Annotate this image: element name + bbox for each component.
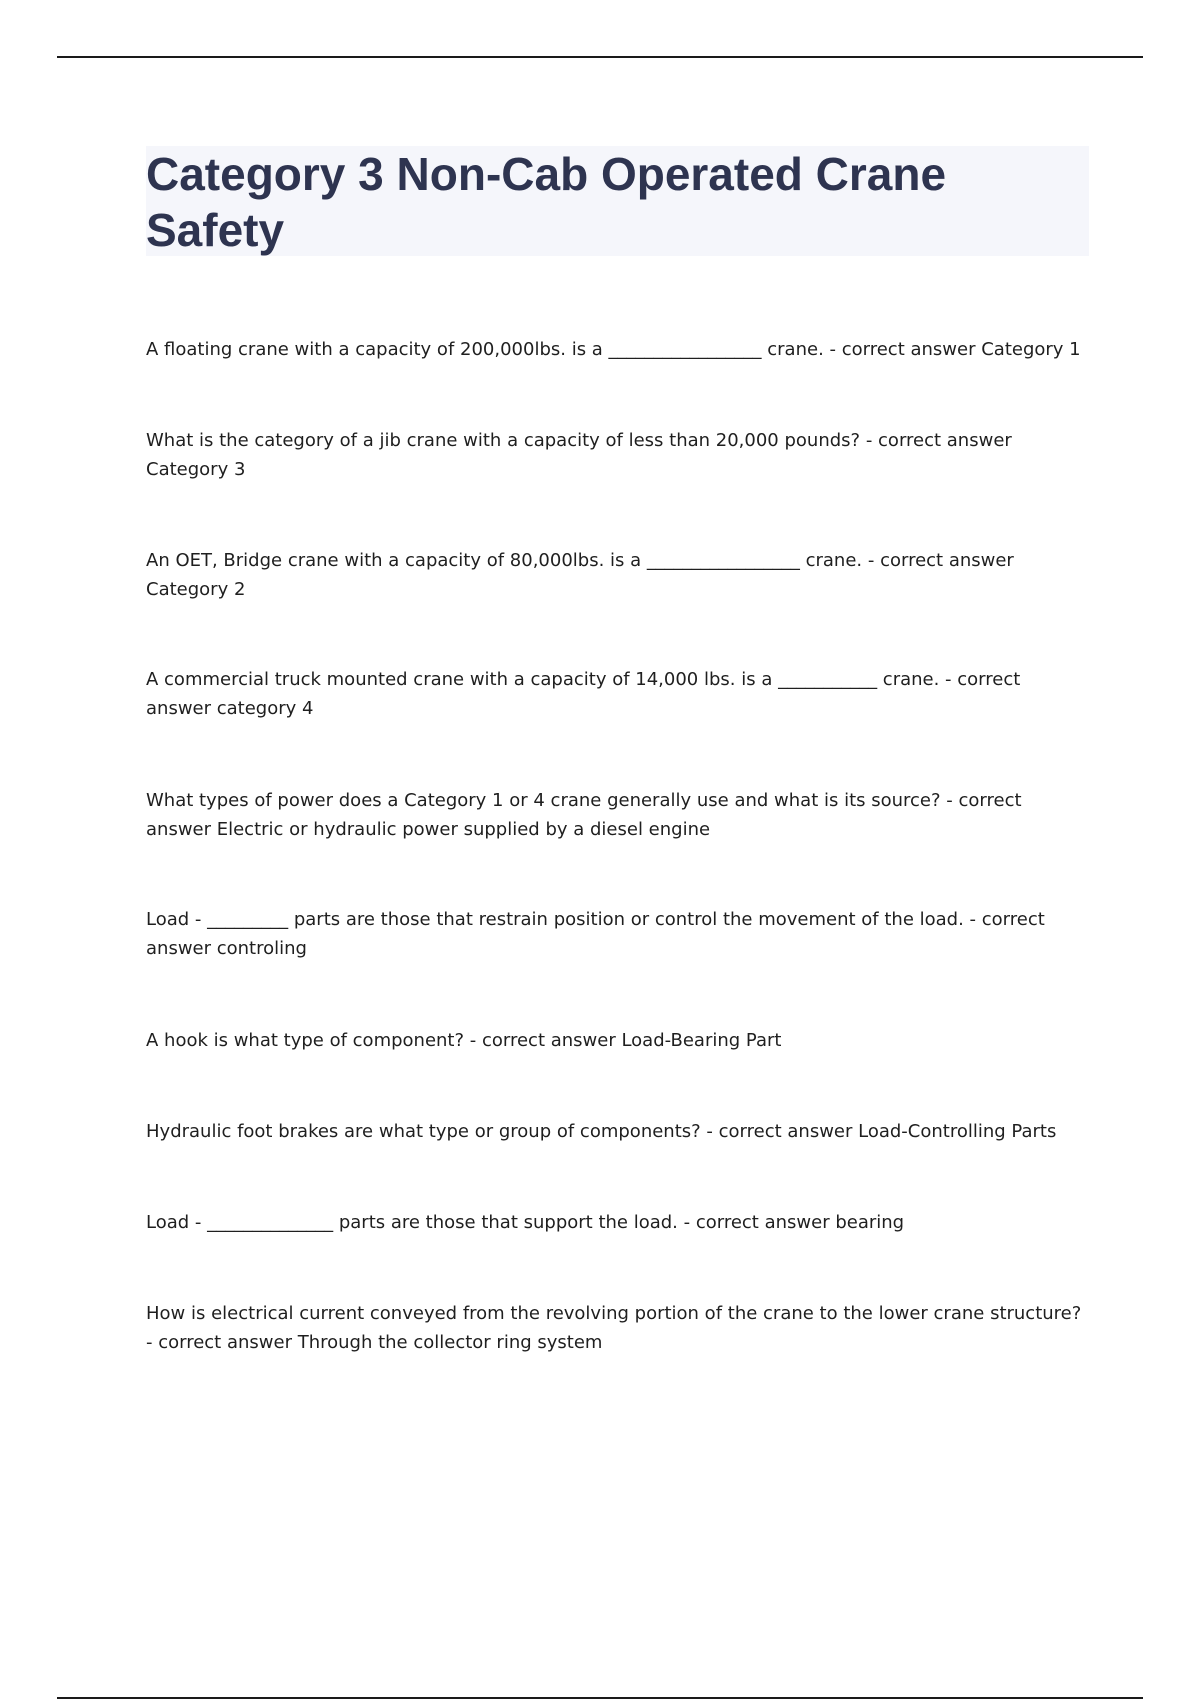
document-title: Category 3 Non-Cab Operated Crane Safety: [146, 148, 947, 256]
qa-item-9: Load - ______________ parts are those that support the load. - correct answer bearing: [146, 1212, 905, 1233]
qa-item-4: A commercial truck mounted crane with a capacity of 14,000 lbs. is a ___________ crane. - correct answer category 4: [146, 669, 1021, 719]
qa-item-10: How is electrical current conveyed from the revolving portion of the crane to the lower crane structure? - correct answer Through the collector ring system: [146, 1303, 1082, 1353]
qa-item-8: Hydraulic foot brakes are what type or group of components? - correct answer Load-Controlling Parts: [146, 1121, 1057, 1142]
qa-item-2: What is the category of a jib crane with a capacity of less than 20,000 pounds? - correct answer Category 3: [146, 430, 1012, 480]
qa-item-5: What types of power does a Category 1 or 4 crane generally use and what is its source? - correct answer Electric or hydraulic power supplied by a diesel engine: [146, 790, 1022, 840]
bottom-rule: [57, 1697, 1143, 1699]
qa-item-7: A hook is what type of component? - correct answer Load-Bearing Part: [146, 1030, 782, 1051]
qa-item-1: A floating crane with a capacity of 200,000lbs. is a _________________ crane. - correct answer Category 1: [146, 339, 1081, 360]
top-rule: [57, 56, 1143, 58]
qa-item-6: Load - _________ parts are those that restrain position or control the movement of the load. - correct answer controling: [146, 909, 1045, 959]
title-box: [146, 146, 1089, 256]
qa-item-3: An OET, Bridge crane with a capacity of 80,000lbs. is a _________________ crane. - correct answer Category 2: [146, 550, 1014, 600]
